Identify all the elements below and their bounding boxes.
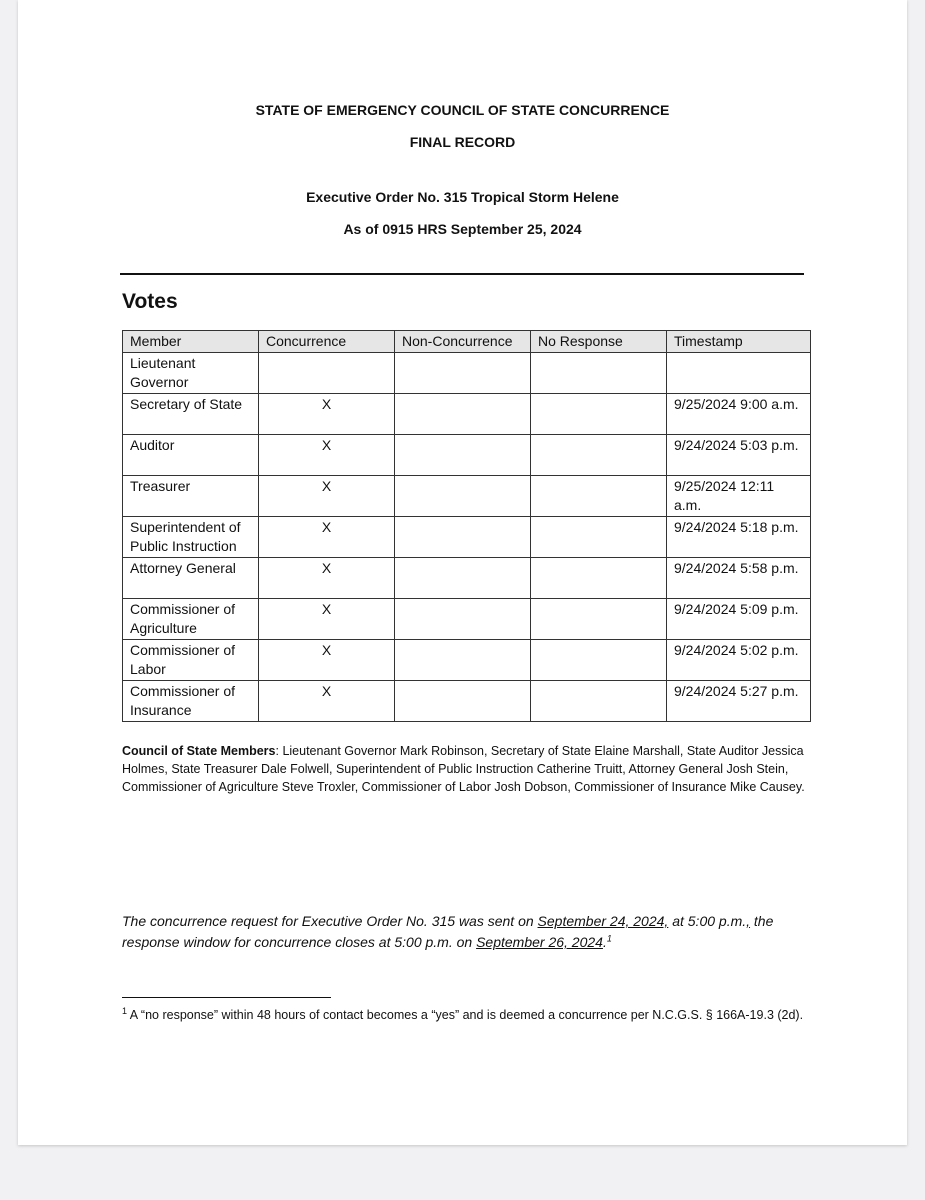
- non-concurrence-cell: [395, 393, 531, 434]
- column-header-non-concurrence: Non-Concurrence: [395, 331, 531, 353]
- member-cell: Attorney General: [123, 557, 259, 598]
- concurrence-note: [122, 911, 812, 953]
- timestamp-cell: 9/24/2024 5:58 p.m.: [667, 557, 811, 598]
- column-header-concurrence: Concurrence: [259, 331, 395, 353]
- table-row: [123, 516, 811, 557]
- non-concurrence-cell: [395, 557, 531, 598]
- member-cell: Lieutenant Governor: [123, 352, 259, 393]
- no-response-cell: [531, 434, 667, 475]
- table-row: [123, 434, 811, 475]
- non-concurrence-cell: [395, 352, 531, 393]
- member-cell: Superintendent of Public Instruction: [123, 516, 259, 557]
- member-cell: Commissioner of Insurance: [123, 680, 259, 721]
- member-cell: Secretary of State: [123, 393, 259, 434]
- timestamp-cell: 9/24/2024 5:02 p.m.: [667, 639, 811, 680]
- table-row: [123, 352, 811, 393]
- table-row: [123, 639, 811, 680]
- votes-heading: Votes: [122, 290, 178, 313]
- timestamp-cell: 9/25/2024 12:11 a.m.: [667, 475, 811, 516]
- header-divider: [120, 273, 804, 275]
- no-response-cell: [531, 680, 667, 721]
- footnote-text: A “no response” within 48 hours of contact becomes a “yes” and is deemed a concurrence per N.C.G.S. § 166A-19.3 (2d).: [127, 1008, 804, 1022]
- executive-order-title: Executive Order No. 315 Tropical Storm Helene: [306, 189, 619, 205]
- table-row: [123, 598, 811, 639]
- column-header-member: Member: [123, 331, 259, 353]
- concurrence-cell: X: [259, 393, 395, 434]
- concurrence-cell: X: [259, 475, 395, 516]
- as-of-timestamp: As of 0915 HRS September 25, 2024: [343, 221, 582, 237]
- member-cell: Auditor: [123, 434, 259, 475]
- no-response-cell: [531, 598, 667, 639]
- no-response-cell: [531, 639, 667, 680]
- concurrence-cell: X: [259, 680, 395, 721]
- document-page: [18, 0, 907, 1145]
- member-cell: Commissioner of Labor: [123, 639, 259, 680]
- table-row: [123, 393, 811, 434]
- table-row: [123, 475, 811, 516]
- votes-table: [122, 330, 811, 722]
- table-row: [123, 557, 811, 598]
- concurrence-note-comma: ,: [746, 913, 751, 929]
- document-title: STATE OF EMERGENCY COUNCIL OF STATE CONCURRENCE: [255, 102, 670, 118]
- concurrence-note-text-1: The concurrence request for Executive Order No. 315 was sent on: [122, 913, 538, 929]
- council-members-text: : Lieutenant Governor Mark Robinson, Secretary of State Elaine Marshall, State Auditor Jessica Holmes, State Treasurer Dale Folwell, Superintendent of Public Instruction Catherine Truitt, Attorney General Josh Stein, Commissioner of Agriculture Steve Troxler, Commissioner of Labor Josh Dobson, Commissioner of Insurance Mike Causey.: [122, 744, 805, 794]
- no-response-cell: [531, 557, 667, 598]
- concurrence-note-text-3: the response window for concurrence closes at 5:00 p.m. on: [122, 913, 774, 950]
- no-response-cell: [531, 393, 667, 434]
- concurrence-cell: X: [259, 557, 395, 598]
- timestamp-cell: 9/24/2024 5:27 p.m.: [667, 680, 811, 721]
- concurrence-cell: X: [259, 434, 395, 475]
- non-concurrence-cell: [395, 434, 531, 475]
- concurrence-cell: [259, 352, 395, 393]
- footnote-reference: 1: [606, 933, 612, 944]
- timestamp-cell: [667, 352, 811, 393]
- timestamp-cell: 9/24/2024 5:09 p.m.: [667, 598, 811, 639]
- non-concurrence-cell: [395, 516, 531, 557]
- timestamp-cell: 9/25/2024 9:00 a.m.: [667, 393, 811, 434]
- non-concurrence-cell: [395, 680, 531, 721]
- timestamp-cell: 9/24/2024 5:03 p.m.: [667, 434, 811, 475]
- no-response-cell: [531, 516, 667, 557]
- footnote-divider: [122, 997, 331, 998]
- footnote: [122, 1006, 812, 1024]
- concurrence-note-text-2: at 5:00 p.m.: [668, 913, 747, 929]
- date-close: September 26, 2024: [476, 934, 603, 950]
- no-response-cell: [531, 352, 667, 393]
- table-row: [123, 680, 811, 721]
- column-header-no-response: No Response: [531, 331, 667, 353]
- council-members-label: Council of State Members: [122, 744, 276, 758]
- council-members-paragraph: [122, 742, 812, 796]
- member-cell: Commissioner of Agriculture: [123, 598, 259, 639]
- non-concurrence-cell: [395, 598, 531, 639]
- footnote-number: 1: [122, 1005, 128, 1016]
- concurrence-cell: X: [259, 516, 395, 557]
- document-subtitle: FINAL RECORD: [409, 134, 516, 150]
- no-response-cell: [531, 475, 667, 516]
- concurrence-note-period: .: [602, 934, 607, 950]
- votes-header-row: [123, 331, 811, 353]
- concurrence-cell: X: [259, 639, 395, 680]
- non-concurrence-cell: [395, 475, 531, 516]
- timestamp-cell: 9/24/2024 5:18 p.m.: [667, 516, 811, 557]
- date-sent: September 24, 2024,: [537, 913, 669, 929]
- column-header-timestamp: Timestamp: [667, 331, 811, 353]
- concurrence-cell: X: [259, 598, 395, 639]
- member-cell: Treasurer: [123, 475, 259, 516]
- non-concurrence-cell: [395, 639, 531, 680]
